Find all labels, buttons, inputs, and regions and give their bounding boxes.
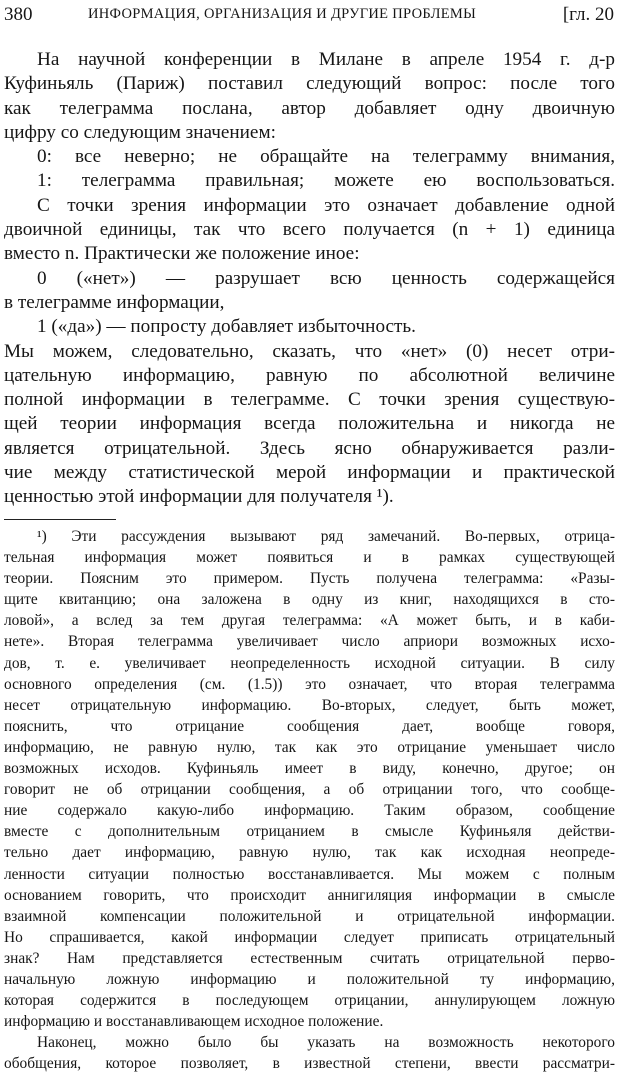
body-line: чие между статистической мерой информации и практической	[4, 462, 615, 484]
body-line: 0 («нет») — разрушает всю ценность содержащейся	[37, 267, 615, 289]
footnote-line: Но спрашивается, какой информации следует приписать отрицательный	[4, 928, 615, 946]
footnote-line: основанием говорить, что происходит аннигиляция информации в смысле	[4, 886, 615, 904]
footnote-line: несет отрицательную информацию. Во-вторых, следует, быть может,	[4, 696, 615, 714]
footnote-line: щите квитанцию; она заложена в одну из книг, находящихся в сто-	[4, 591, 615, 609]
footnote-line: теории. Поясним это примером. Пусть получена телеграмма: «Разы-	[4, 570, 615, 588]
footnote-line: ловой», а вслед за тем другая телеграмма: «А может быть, и в каби-	[4, 612, 615, 630]
footnote-line: ние содержало какую-либо информацию. Таким образом, сообщение	[4, 802, 615, 820]
main-text	[4, 48, 615, 510]
footnote-line: обобщения, которое позволяет, в известной степени, ввести рассматри-	[4, 1055, 615, 1073]
footnote-line: начальную ложную информацию и положительной ту информацию,	[4, 970, 615, 988]
body-line: На научной конференции в Милане в апреле 1954 г. д-р	[37, 49, 615, 70]
body-line: Куфиньяль (Париж) поставил следующий вопрос: после того	[4, 73, 615, 95]
body-line: С точки зрения информации это означает добавление одной	[37, 194, 615, 216]
body-line: ценностью этой информации для получателя ¹).	[4, 486, 394, 508]
footnote-line: взаимной компенсации положительной и отрицательной информации.	[4, 907, 615, 925]
body-line: является отрицательной. Здесь ясно обнаруживается разли-	[4, 437, 615, 459]
footnote-line: знак? Нам представляется естественным считать отрицательной перво-	[4, 949, 615, 967]
footnote-line: Наконец, можно было бы указать на возможность некоторого	[37, 1034, 615, 1052]
footnote-line: нете». Вторая телеграмма увеличивает число априори возможных исхо-	[4, 633, 615, 651]
footnote-line: ¹) Эти рассуждения вызывают ряд замечаний. Во-первых, отрица-	[37, 528, 615, 545]
running-title: ИНФОРМАЦИЯ, ОРГАНИЗАЦИЯ И ДРУГИЕ ПРОБЛЕМЫ	[88, 6, 477, 22]
page-number: 380	[4, 4, 33, 25]
body-line: полной информации в телеграмме. С точки зрения существую-	[4, 389, 615, 411]
footnote-line: говорит не об отрицании сообщения, а об отрицании того, что сообще-	[4, 781, 615, 799]
body-line: двоичной единицы, так что всего получается (n + 1) единица	[4, 219, 615, 241]
running-header	[4, 4, 614, 30]
footnote-line: ленности ситуации полностью восстанавливается. Мы можем с полным	[4, 865, 615, 883]
body-line: вместо n. Практически же положение иное:	[4, 243, 360, 265]
footnote-line: дов, т. е. увеличивает неопределенность исходной ситуации. В силу	[4, 654, 615, 672]
footnote-line: информацию и восстанавливающем исходное положение.	[4, 1013, 384, 1031]
body-line: цифру со следующим значением:	[4, 121, 276, 143]
body-line: 1: телеграмма правильная; можете ею воспользоваться.	[37, 170, 615, 192]
footnote-line: пояснить, что отрицание сообщения дает, вообще говоря,	[4, 717, 615, 735]
footnote-line: возможных исходов. Куфиньяль имеет в виду, конечно, другое; он	[4, 760, 615, 778]
footnote-text	[4, 526, 615, 1074]
chapter-reference: [гл. 20	[562, 4, 614, 25]
footnote-line: тельно дает информацию, равную нулю, так как исходная неопреде-	[4, 844, 615, 862]
body-line: цательную информацию, равную по абсолютной величине	[4, 364, 615, 386]
body-line: 1 («да») — попросту добавляет избыточность.	[37, 316, 416, 338]
footnote-separator	[4, 519, 116, 520]
footnote-line: вместе с дополнительным отрицанием в смысле Куфиньяля действи-	[4, 823, 615, 841]
body-line: в телеграмме информации,	[4, 291, 225, 313]
footnote-line: информацию, не равную нулю, так как это отрицание уменьшает число	[4, 738, 615, 756]
footnote-line: основного определения (см. (1.5)) это означает, что вторая телеграмма	[4, 675, 615, 693]
footnote-line: тельная информация может появиться и в рамках существующей	[4, 549, 615, 567]
body-line: Мы можем, следовательно, сказать, что «нет» (0) несет отри-	[4, 340, 615, 362]
footnote-line: которая содержится в последующем отрицании, аннулирующем ложную	[4, 992, 615, 1010]
body-line: 0: все неверно; не обращайте на телеграмму внимания,	[37, 146, 615, 168]
body-line: как телеграмма послана, автор добавляет одну двоичную	[4, 97, 615, 119]
body-line: щей теории информация всегда положительна и никогда не	[4, 413, 615, 435]
